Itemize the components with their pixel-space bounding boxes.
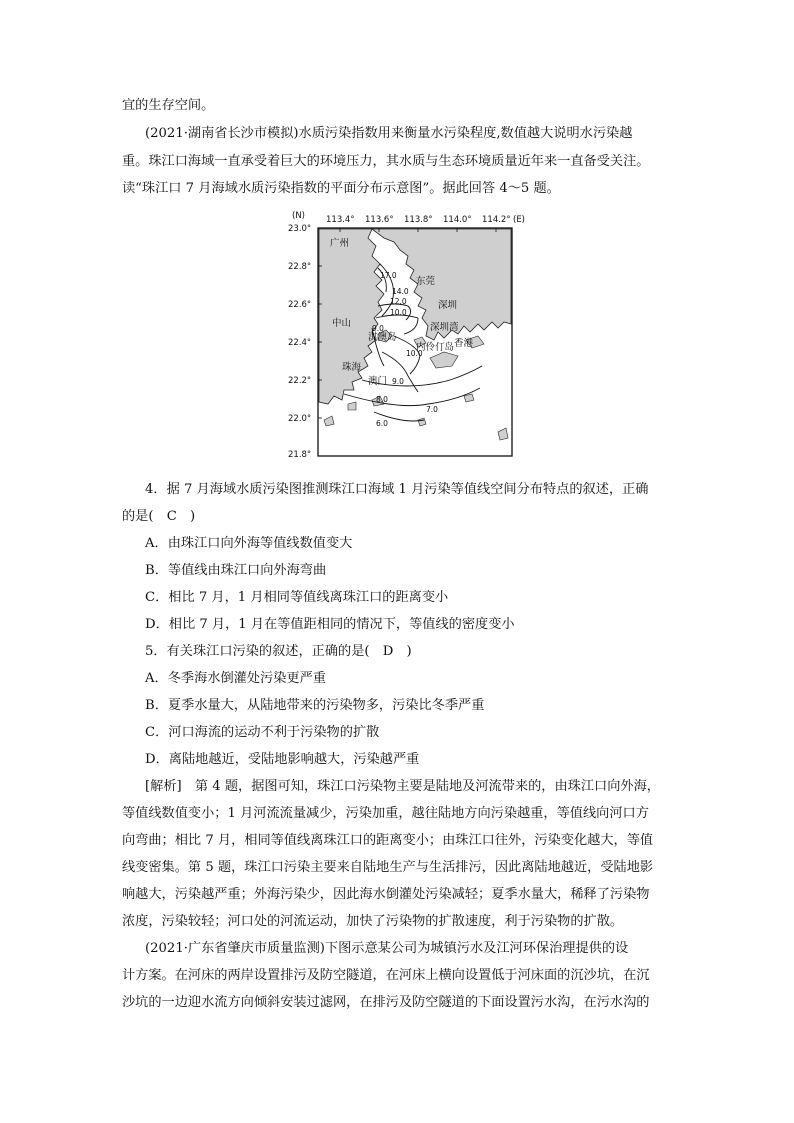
place-guangzhou: 广州	[330, 238, 350, 249]
place-hongkong: 香港	[454, 338, 474, 349]
intro-line-1: (2021·湖南省长沙市模拟)水质污染指数用来衡量水污染程度,数值越大说明水污染越	[145, 126, 633, 141]
lat-tick-3: 22.6°	[288, 300, 312, 310]
q5-stem: 5．有关珠江口污染的叙述，正确的是( D )	[145, 644, 412, 659]
analysis-line-5: 响越大，污染越严重；外海污染少，因此海水倒灌处污染减轻；夏季水量大，稀释了污染物	[122, 887, 650, 902]
next-line-1: (2021·广东省肇庆市质量监测)下图示意某公司为城镇污水及江河环保治理提供的设	[145, 941, 629, 956]
intro-line-0: 宜的生存空间。	[122, 98, 215, 113]
isoline-label-10b: 10.0	[406, 349, 423, 358]
lon-tick-5: 114.2°	[482, 215, 511, 225]
lat-tick-4: 22.4°	[288, 338, 312, 348]
place-shenzhen: 深圳	[438, 300, 458, 311]
place-qiao: 淇澳岛	[368, 332, 397, 343]
next-line-3: 沙坑的一边迎水流方向倾斜安装过滤网，在排污及防空隧道的下面设置污水沟，在污水沟的	[122, 995, 650, 1010]
q5-option-b: B．夏季水量大，从陆地带来的污染物多，污染比冬季严重	[145, 698, 485, 713]
isoline-label-6: 6.0	[376, 419, 388, 428]
lon-tick-4: 114.0°	[443, 215, 472, 225]
place-neilingding: 内伶仃岛	[416, 342, 455, 353]
lat-tick-2: 22.8°	[288, 262, 312, 272]
next-line-2: 计方案。在河床的两岸设置排污及防空隧道，在河床上横向设置低于河床面的沉沙坑，在沉	[122, 968, 650, 983]
intro-line-2: 重。珠江口海域一直承受着巨大的环境压力，其水质与生态环境质量近年来一直备受关注。	[122, 154, 650, 169]
q4-stem-line-1: 4．据 7 月海域水质污染图推测珠江口海域 1 月污染等值线空间分布特点的叙述，正确	[145, 482, 649, 497]
isoline-label-12: 12.0	[390, 297, 407, 306]
intro-line-3: 读“珠江口 7 月海域水质污染指数的平面分布示意图”。据此回答 4～5 题。	[122, 181, 560, 196]
place-shenzhenwan: 深圳湾	[430, 322, 459, 333]
lat-tick-6: 22.0°	[288, 414, 312, 424]
q4-stem-line-2: 的是( C )	[122, 509, 196, 524]
isoline-label-14: 14.0	[392, 287, 409, 296]
q5-option-d: D．离陆地越近，受陆地影响越大，污染越严重	[145, 752, 420, 767]
analysis-line-1: [解析] 第 4 题，据图可知，珠江口污染物主要是陆地及河流带来的，由珠江口向外海，	[145, 779, 660, 794]
q4-option-a: A．由珠江口向外海等值线数值变大	[145, 536, 353, 551]
analysis-line-4: 线变密集。第 5 题，珠江口污染主要来自陆地生产与生活排污，因此离陆地越近，受陆地影	[122, 860, 654, 875]
lon-tick-3: 113.8°	[404, 215, 433, 225]
q4-option-c: C．相比 7 月，1 月相同等值线离珠江口的距离变小	[145, 590, 449, 605]
isoline-label-17: 17.0	[380, 271, 397, 280]
isoline-label-9a: 9.0	[372, 324, 384, 333]
lon-tick-2: 113.6°	[365, 215, 394, 225]
analysis-line-3: 向弯曲；相比 7 月，相同等值线离珠江口的距离变小；由珠江口往外，污染变化越大，等值	[122, 833, 654, 848]
analysis-line-6: 浓度，污染较轻；河口处的河流运动，加快了污染物的扩散速度，利于污染物的扩散。	[122, 914, 624, 929]
lon-tick-1: 113.4°	[326, 215, 355, 225]
lat-unit-label: (N)	[292, 211, 305, 221]
lon-unit-label: (E)	[513, 215, 526, 225]
analysis-line-2: 等值线数值变小；1 月河流流量减少，污染加重，越往陆地方向污染越重，等值线向河口方	[122, 806, 649, 821]
lat-tick-7: 21.8°	[288, 450, 312, 460]
q4-option-d: D．相比 7 月，1 月在等值距相同的情况下，等值线的密度变小	[145, 617, 515, 632]
map-svg	[268, 206, 530, 460]
q5-option-a: A．冬季海水倒灌处污染更严重	[145, 671, 326, 686]
isoline-label-10a: 10.0	[390, 308, 407, 317]
place-zhongshan: 中山	[332, 318, 352, 329]
lat-tick-5: 22.2°	[288, 376, 312, 386]
isoline-label-8: 8.0	[376, 395, 388, 404]
q5-option-c: C．河口海流的运动不利于污染物的扩散	[145, 725, 380, 740]
place-dongguan: 东莞	[416, 276, 436, 287]
isoline-label-9b: 9.0	[392, 377, 404, 386]
pollution-map	[268, 206, 530, 460]
isoline-label-7: 7.0	[426, 405, 438, 414]
lat-tick-1: 23.0°	[288, 224, 312, 234]
q4-option-b: B．等值线由珠江口向外海弯曲	[145, 563, 327, 578]
place-zhuhai: 珠海	[342, 362, 362, 373]
place-macau: 澳门	[368, 376, 388, 387]
